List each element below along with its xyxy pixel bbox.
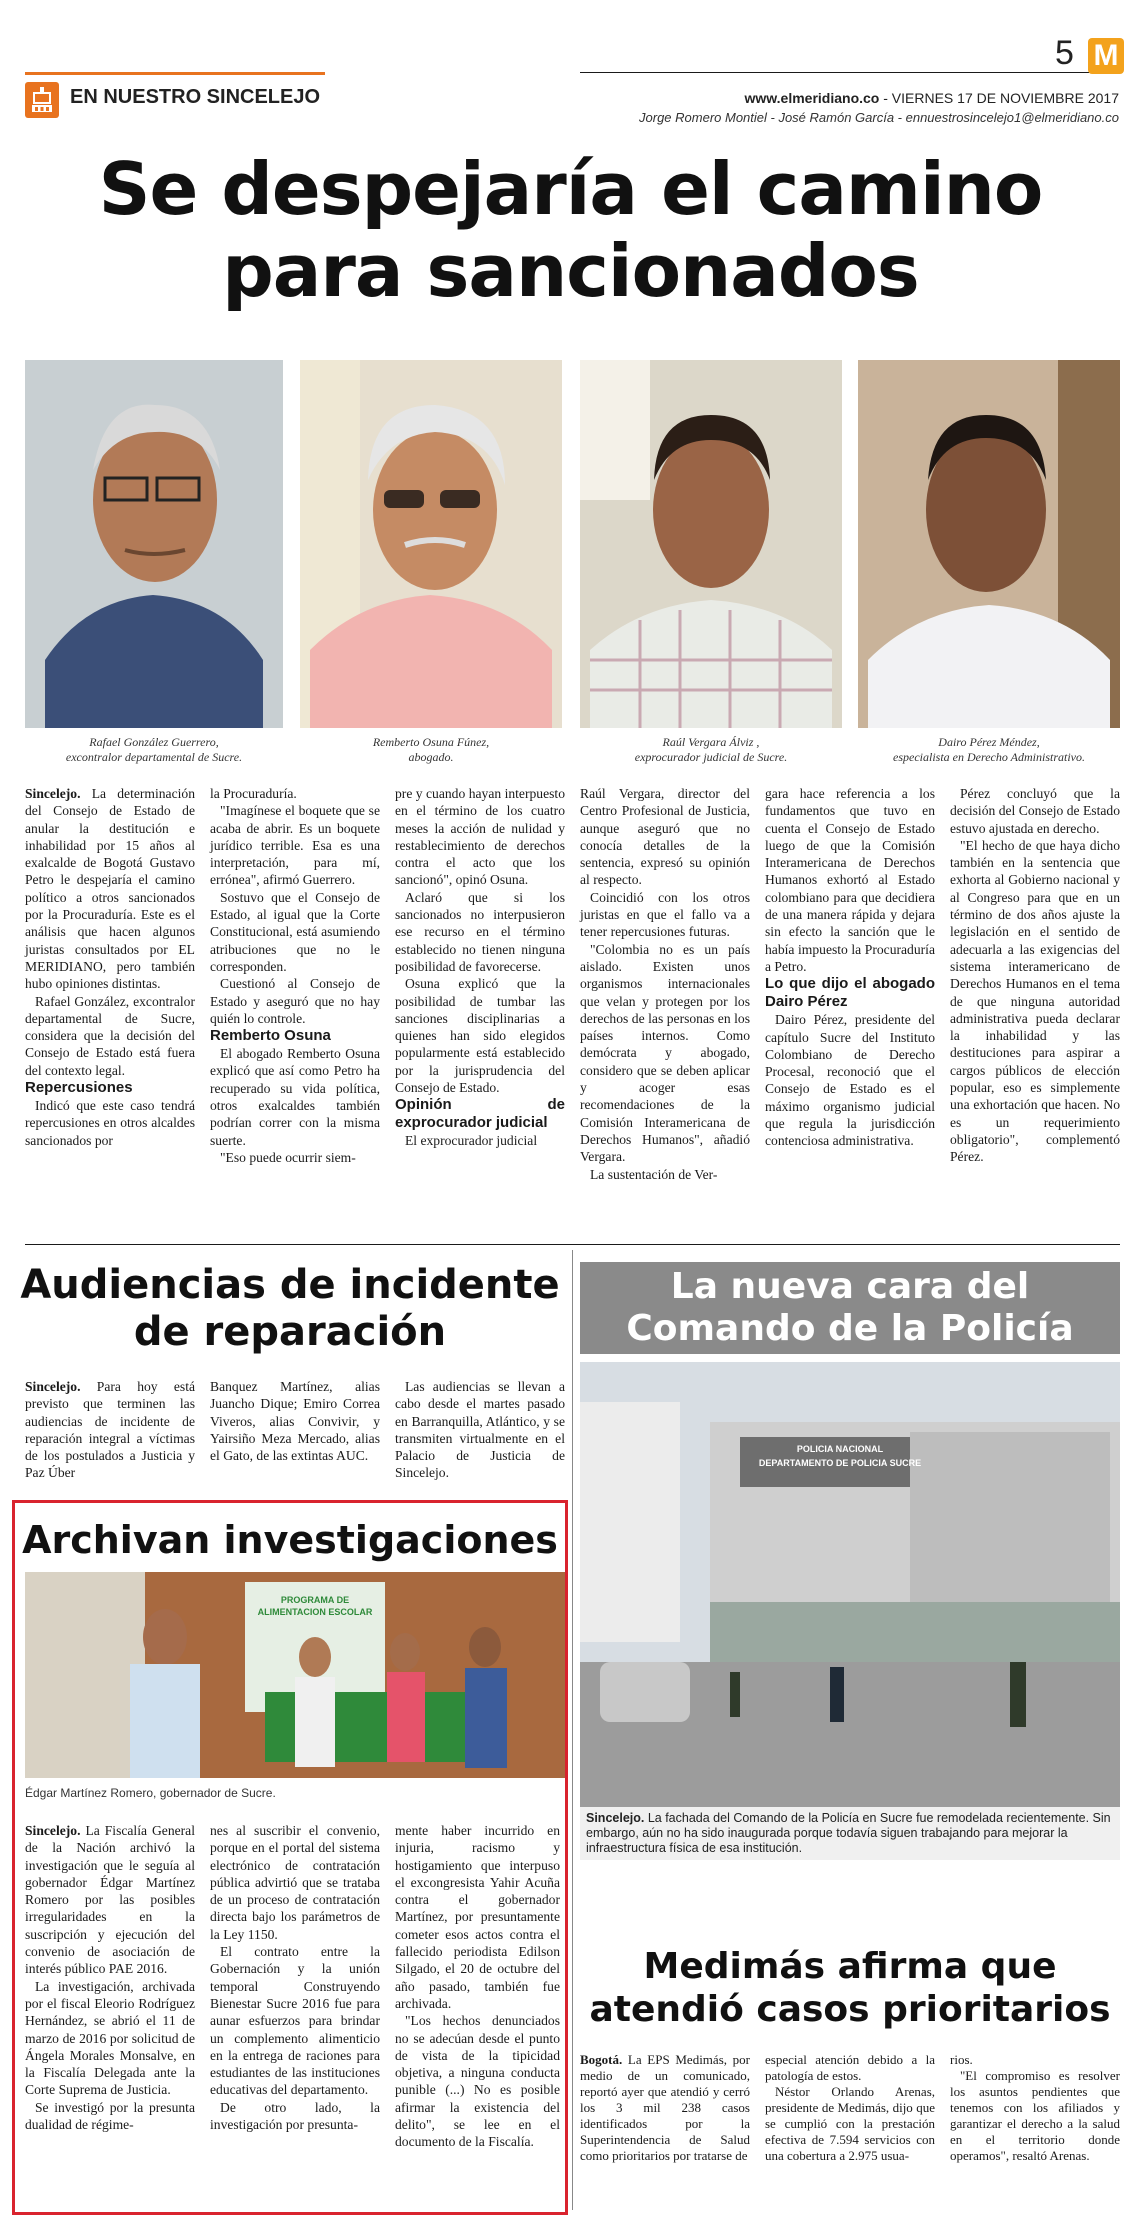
- paragraph: rios.: [950, 2052, 973, 2067]
- medimas-headline-line1: Medimás afirma que: [643, 1946, 1057, 1987]
- main-story-col-3: [395, 785, 565, 1150]
- paragraph: mente haber incurrido en injuria, racismo y hostigamiento que interpuso el excongresista Yahir Acuña contra el gobernador Martínez, por presuntamente cometer esos actos contra el fallecido periodista Edilson Silgado, el 20 de octubre del año pasado, también fue archivada.: [395, 1823, 560, 2011]
- paragraph: Rafael González, excontralor departamental de Sucre, considera que la decisión del Consejo de Estado está fuera del contexto legal.: [25, 993, 195, 1078]
- audiencias-headline-line2: de reparación: [133, 1309, 447, 1355]
- paragraph: especial atención debido a la patología de estos.: [765, 2052, 935, 2083]
- main-headline-line1: Se despejaría el camino: [98, 147, 1043, 231]
- main-headline: [0, 148, 1141, 312]
- paragraph: La EPS Medimás, por medio de un comunicado, reportó ayer que atendió y cerró los 3 mil 238 casos identificados por la Superintendencia de Salud como prioritarios por tratarse de: [580, 2052, 750, 2163]
- website-link[interactable]: www.elmeridiano.co: [744, 90, 880, 106]
- dateline: Sincelejo.: [25, 786, 81, 801]
- paragraph: "Eso puede ocurrir siem-: [220, 1149, 356, 1165]
- paragraph: la Procuraduría.: [210, 786, 297, 801]
- main-story-col-1: [25, 785, 195, 1149]
- dateline: Bogotá.: [580, 2052, 623, 2067]
- paragraph: Néstor Orlando Arenas, presidente de Medimás, dijo que se cumplió con la prestación efectiva de 7.594 servicios con una cobertura a 2.975 usua-: [765, 2084, 935, 2163]
- caption-name: Dairo Pérez Méndez,: [938, 735, 1040, 749]
- policia-caption: [580, 1807, 1120, 1860]
- paragraph: Osuna explicó que la posibilidad de tumbar las sanciones disciplinarias a quienes han sido elegidos popularmente está establecido por la jurisprudencia del Consejo de Estado.: [395, 976, 565, 1096]
- paragraph: El abogado Remberto Osuna explicó que así como Petro ha recuperado su vida política, otros exalcaldes también podrían correr con la misma suerte.: [210, 1046, 380, 1148]
- medimas-headline: [580, 1945, 1120, 2031]
- paragraph: De otro lado, la investigación por presunta-: [210, 2099, 380, 2133]
- paragraph: Raúl Vergara, director del Centro Profesional de Justicia, aunque aseguró que no conocía detalles de la sentencia, expresó su opinión al respecto.: [580, 786, 750, 888]
- policia-headline-line2: Comando de la Policía: [626, 1308, 1074, 1349]
- audiencias-col-2: [210, 1378, 380, 1464]
- paragraph: Coincidió con los otros juristas en que el fallo va a tener repercusiones futuras.: [580, 889, 750, 940]
- paragraph: Pérez concluyó que la decisión del Consejo de Estado estuvo ajustada en derecho.: [950, 786, 1120, 836]
- archivan-headline: Archivan investigaciones: [22, 1518, 558, 1562]
- policia-headline-line1: La nueva cara del: [670, 1266, 1030, 1307]
- caption-text: La fachada del Comando de la Policía en Sucre fue remodelada recientemente. Sin embargo, aún no ha sido inaugurada porque todavía siguen trabajando para mejorar la infraestructura física de esa institución.: [586, 1811, 1111, 1855]
- header-top-rule: [25, 72, 325, 75]
- caption-role: excontralor departamental de Sucre.: [65, 750, 243, 764]
- header-dateline: [745, 90, 1120, 106]
- portrait-photo-gonzalez: [25, 360, 283, 728]
- main-headline-line2: para sancionados: [222, 229, 919, 313]
- policia-photo: [580, 1362, 1120, 1860]
- paragraph: Banquez Martínez, alias Juancho Dique; Emiro Correa Viveros, alias Convivir, y Yairsiño Meza Mercado, alias el Gato, de las extintas AUC.: [210, 1379, 380, 1464]
- paragraph: La investigación, archivada por el fiscal Eleorio Rodríguez Hernández, se abrió el 11 de marzo de 2016 por solicitud de Ángela Morales Monsalve, en la Fiscalía Delegada ante la Corte Suprema de Justicia.: [25, 1978, 195, 2098]
- policia-sign: [740, 1442, 940, 1470]
- paragraph: Se investigó por la presunta dualidad de régime-: [25, 2099, 195, 2133]
- logo-letter: M: [1093, 39, 1119, 72]
- paragraph: Dairo Pérez, presidente del capítulo Sucre del Instituto Colombiano de Derecho Procesal, reconoció que el Consejo de Estado es el máximo organismo judicial que regula la jurisdicción contenciosa administrativa.: [765, 1012, 935, 1149]
- paragraph: El contrato entre la Gobernación y la unión temporal Construyendo Bienestar Sucre 2016 fue para aunar esfuerzos para brindar un complemento alimenticio en la entrega de raciones para estudiantes de las instituciones educativas del departamento.: [210, 1944, 380, 2098]
- archivan-photo-sign: PROGRAMA DE ALIMENTACION ESCOLAR: [257, 1595, 373, 1617]
- issue-date: - VIERNES 17 DE NOVIEMBRE 2017: [879, 90, 1119, 106]
- caption-role: abogado.: [408, 750, 454, 764]
- archivan-photo: [25, 1572, 565, 1778]
- audiencias-col-1: [25, 1378, 195, 1482]
- paragraph: La Fiscalía General de la Nación archivó la investigación que le seguía al gobernador Édgar Martínez Romero por las posibles irregularidades en la suscripción y ejecución del convenio de asociación de interés público PAE 2016.: [25, 1823, 195, 1977]
- caption-name: Raúl Vergara Álviz ,: [662, 735, 760, 749]
- paragraph: Las audiencias se llevan a cabo desde el martes pasado en Barranquilla, Atlántico, y se transmiten virtualmente en el Palacio de Justicia de Sincelejo.: [395, 1379, 565, 1481]
- medimas-headline-line2: atendió casos prioritarios: [589, 1989, 1111, 2030]
- paragraph: La determinación del Consejo de Estado de anular la destitución e inhabilidad por 15 años al exalcalde de Bogotá Gustavo Petro le despejaría el camino político a otros sancionados por la Procuraduría. Este es el análisis que hacen algunos juristas consultados por EL MERIDIANO, pero también hubo opiniones distintas.: [25, 786, 195, 992]
- photo-caption-perez: [858, 735, 1120, 765]
- paragraph: La sustentación de Ver-: [590, 1166, 718, 1182]
- column-divider: [572, 1250, 573, 2210]
- paragraph: pre y cuando hayan interpuesto en el término de los cuatro meses la acción de nulidad y restablecimiento de derechos contra el acto que los sancionó", opinó Osuna.: [395, 786, 565, 888]
- photo-caption-gonzalez: [25, 735, 283, 765]
- caption-role: especialista en Derecho Administrativo.: [893, 750, 1085, 764]
- portrait-photo-perez: [858, 360, 1120, 728]
- dateline: Sincelejo.: [25, 1823, 81, 1838]
- section-divider: [25, 1244, 1120, 1245]
- photo-caption-osuna: [300, 735, 562, 765]
- medimas-col-2: [765, 2052, 935, 2164]
- newspaper-logo: [1088, 38, 1124, 74]
- paragraph: "El hecho de que haya dicho también en la sentencia que exhorta al Gobierno nacional y al Congreso para que en un término de dos años ajuste la legislación en el sentido de adecuarla a las exigencias del sistema interamericano de Derechos Humanos en el tema de que ninguna autoridad administrativa pueda declarar la inhabilidad y las destituciones para aspirar a cargos públicos de elección popular, eso es simplemente una exhortación que hacen. No es un requerimiento obligatorio", complementó Pérez.: [950, 837, 1120, 1165]
- photo-caption-vergara: [580, 735, 842, 765]
- paragraph: Indicó que este caso tendrá repercusiones en otros alcaldes sancionados por: [25, 1098, 195, 1148]
- archivan-caption: Édgar Martínez Romero, gobernador de Sucre.: [25, 1786, 276, 1800]
- subheading: Opinión de exprocurador judicial: [395, 1096, 565, 1132]
- paragraph: El exprocurador judicial: [405, 1133, 538, 1149]
- section-title: EN NUESTRO SINCELEJO: [70, 86, 321, 108]
- caption-name: Rafael González Guerrero,: [89, 735, 219, 749]
- paragraph: nes al suscribir el convenio, porque en el portal del sistema electrónico de contratación pública advirtió que se trataba de un proceso de contratación directa bajo los parámetros de la Ley 1150.: [210, 1823, 380, 1942]
- dateline: Sincelejo.: [25, 1379, 81, 1394]
- audiencias-headline: [20, 1262, 560, 1356]
- paragraph: "Imagínese el boquete que se acaba de abrir. Es un boquete jurídico terrible. Esa es una interpretación, para mí, errónea", afirmó Guerrero.: [210, 803, 380, 888]
- portrait-photo-vergara: [580, 360, 842, 728]
- caption-name: Remberto Osuna Fúnez,: [372, 735, 490, 749]
- paragraph: Sostuvo que el Consejo de Estado, al igual que la Corte Constitucional, está asumiendo atribuciones que no le corresponden.: [210, 889, 380, 974]
- archivan-col-1: [25, 1822, 195, 2133]
- subheading: Lo que dijo el abogado Dairo Pérez: [765, 975, 935, 1011]
- medimas-col-3: [950, 2052, 1120, 2164]
- page-header: [0, 0, 1141, 150]
- paragraph: "Colombia no es un país aislado. Existen unos organismos internacionales que velan y protegen por los derechos de las personas en los países internos. Como demócrata y abogado, considero que se deben aplicar y acoger esas recomendaciones de la Comisión Interamericana de Derechos Humanos", añadió Vergara.: [580, 941, 750, 1165]
- policia-sign-line1: POLICIA NACIONAL: [796, 1444, 884, 1454]
- paragraph: gara hace referencia a los fundamentos que tuvo en cuenta el Consejo de Estado luego de que la Comisión Interamericana de Derechos Humanos exhortó al Estado colombiano para que decidiera de una manera rápida y dejara sin efecto la sanción que le había impuesto la Procuraduría a Petro.: [765, 786, 935, 974]
- archivan-col-3: [395, 1822, 560, 2151]
- paragraph: "Los hechos denunciados no se adecúan desde el punto de vista de la tipicidad objetiva, a ninguna conducta punible (...) No es posible afirmar la existencia del delito", se lee en el documento de la Fiscalía.: [395, 2013, 560, 2150]
- policia-sign-line2: DEPARTAMENTO DE POLICIA SUCRE: [758, 1458, 922, 1468]
- paragraph: Cuestionó al Consejo de Estado y aseguró que no hay quién lo controle.: [210, 976, 380, 1026]
- audiencias-col-3: [395, 1378, 565, 1482]
- subheading: Repercusiones: [25, 1079, 133, 1097]
- page-number: 5: [1055, 34, 1074, 72]
- caption-role: exprocurador judicial de Sucre.: [634, 750, 788, 764]
- portrait-photo-osuna: [300, 360, 562, 728]
- main-story-col-4: [580, 785, 750, 1183]
- main-story-col-2: [210, 785, 380, 1166]
- medimas-col-1: [580, 2052, 750, 2164]
- audiencias-headline-line1: Audiencias de incidente: [20, 1262, 560, 1308]
- section-icon: [25, 82, 59, 118]
- header-right-rule: [580, 72, 1120, 73]
- paragraph: Aclaró que si los sancionados no interpusieron ese recurso en el término establecido no tienen ninguna posibilidad de favorecerse.: [395, 889, 565, 974]
- header-credits: Jorge Romero Montiel - José Ramón García - ennuestrosincelejo1@elmeridiano.co: [639, 110, 1119, 125]
- paragraph: "El compromiso es resolver los asuntos pendientes que tenemos con los afiliados y garantizar el derecho a la salud en el territorio donde operamos", resaltó Arenas.: [950, 2068, 1120, 2163]
- subheading: Remberto Osuna: [210, 1027, 331, 1045]
- main-story-col-5: [765, 785, 935, 1150]
- paragraph: Para hoy está previsto que terminen las audiencias de incidente de reparación integral a víctimas de los postulados a Justicia y Paz Úber: [25, 1379, 195, 1481]
- main-story-col-6: [950, 785, 1120, 1166]
- archivan-col-2: [210, 1822, 380, 2133]
- dateline: Sincelejo.: [586, 1811, 645, 1825]
- policia-headline-box: [580, 1262, 1120, 1354]
